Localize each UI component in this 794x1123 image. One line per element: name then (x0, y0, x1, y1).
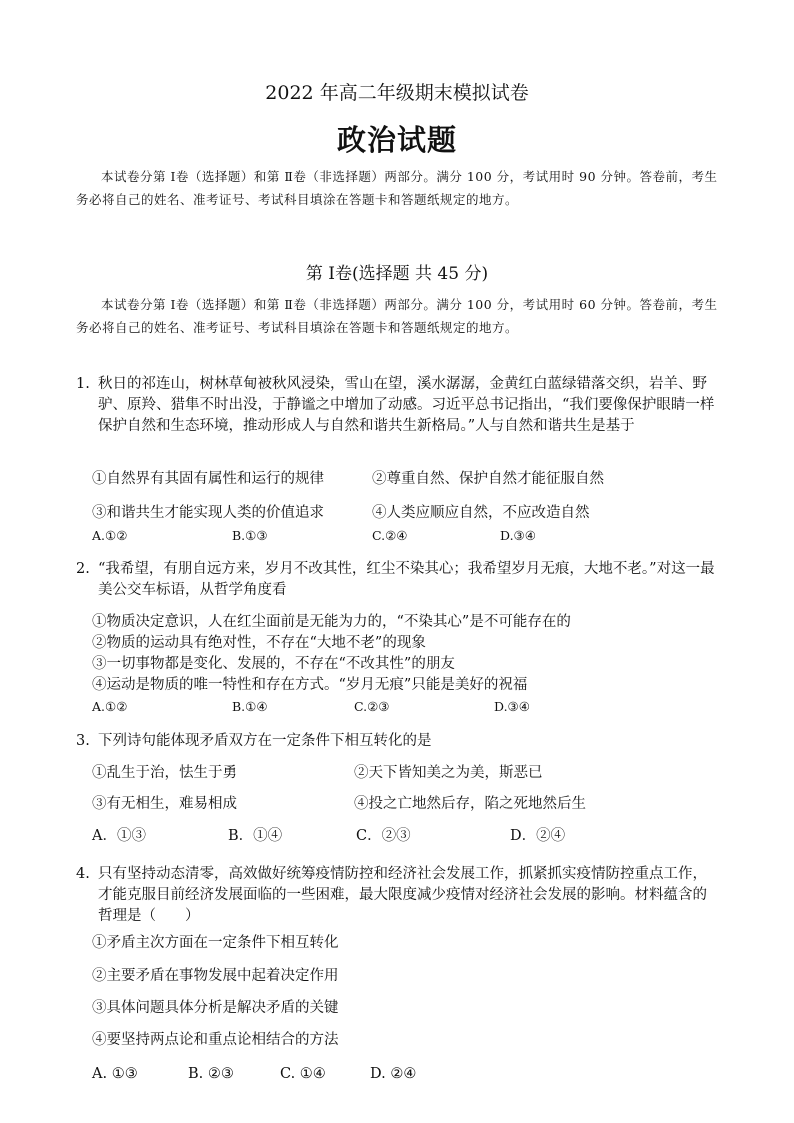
statement-2: ②主要矛盾在事物发展中起着决定作用 (92, 968, 339, 984)
exam-instructions-1: 本试卷分第 Ⅰ卷（选择题）和第 Ⅱ卷（非选择题）两部分。满分 100 分，考试用时 90 分钟。答卷前，考生务必将自己的姓名、准考证号、考试科目填涂在答题卡和答题纸规定的地方。 (76, 169, 718, 207)
statement-4: ④运动是物质的唯一特性和存在方式。“岁月无痕”只能是美好的祝福 (92, 677, 528, 693)
option-a: A．①③ (92, 828, 146, 844)
option-c: C.②③ (354, 699, 390, 714)
option-a: A. ①③ (92, 1066, 138, 1082)
question-number: 3. (76, 733, 90, 749)
question-1-stem (76, 374, 720, 437)
question-2-stem (76, 559, 720, 601)
section-title: 第 Ⅰ卷(选择题 共 45 分) (305, 264, 489, 284)
statement-4: ④要坚持两点论和重点论相结合的方法 (92, 1032, 339, 1048)
statement-3: ③具体问题具体分析是解决矛盾的关键 (92, 1000, 339, 1016)
option-d: D.③④ (494, 699, 530, 714)
option-c: C.②④ (372, 528, 408, 543)
option-d: D．②④ (510, 828, 566, 844)
question-text: 下列诗句能体现矛盾双方在一定条件下相互转化的是 (98, 733, 432, 749)
statement-3: ③一切事物都是变化、发展的，不存在“不改其性”的朋友 (92, 656, 455, 672)
exam-title: 2022 年高二年级期末模拟试卷 (265, 82, 529, 104)
statement-1: ①矛盾主次方面在一定条件下相互转化 (92, 935, 339, 951)
question-number: 1. (76, 376, 90, 392)
question-number: 4. (76, 866, 90, 882)
question-text: 秋日的祁连山，树林草甸被秋风浸染，雪山在望，溪水潺潺，金黄红白蓝绿错落交织，岩羊、野驴、原羚、猎隼不时出没，于静谧之中增加了动感。习近平总书记指出，“我们要像保护眼睛一样保护自然和生态环境，推动形成人与自然和谐共生新格局。”人与自然和谐共生是基于 (98, 376, 715, 434)
subject-title: 政治试题 (336, 123, 457, 157)
statement-1: ①自然界有其固有属性和运行的规律 (92, 471, 324, 487)
option-a: A.①② (92, 699, 128, 714)
option-b: B.①③ (232, 528, 268, 543)
option-c: C. ①④ (280, 1066, 326, 1082)
question-4-stem (76, 864, 720, 927)
question-text: “我希望，有朋自远方来，岁月不改其性，红尘不染其心；我希望岁月无痕，大地不老。”对这一最美公交车标语，从哲学角度看 (98, 561, 715, 598)
statement-4: ④人类应顺应自然，不应改造自然 (372, 505, 590, 521)
option-d: D.③④ (500, 528, 536, 543)
statement-3: ③有无相生，难易相成 (92, 796, 237, 812)
option-c: C．②③ (356, 828, 411, 844)
question-number: 2. (76, 561, 90, 577)
option-b: B.①④ (232, 699, 268, 714)
statement-1: ①乱生于治，怯生于勇 (92, 765, 237, 781)
statement-2: ②天下皆知美之为美，斯恶已 (354, 765, 543, 781)
option-b: B. ②③ (188, 1066, 234, 1082)
statement-1: ①物质决定意识，人在红尘面前是无能为力的，“不染其心”是不可能存在的 (92, 614, 571, 630)
question-3-stem (76, 731, 720, 752)
option-d: D. ②④ (370, 1066, 417, 1082)
statement-3: ③和谐共生才能实现人类的价值追求 (92, 505, 324, 521)
statement-2: ②物质的运动具有绝对性，不存在“大地不老”的现象 (92, 635, 426, 651)
statement-4: ④投之亡地然后存，陷之死地然后生 (354, 796, 586, 812)
exam-instructions-2: 本试卷分第 Ⅰ卷（选择题）和第 Ⅱ卷（非选择题）两部分。满分 100 分，考试用时 60 分钟。答卷前，考生务必将自己的姓名、准考证号、考试科目填涂在答题卡和答题纸规定的地方。 (76, 297, 718, 335)
option-a: A.①② (92, 528, 128, 543)
question-text: 只有坚持动态清零，高效做好统筹疫情防控和经济社会发展工作，抓紧抓实疫情防控重点工作，才能克服目前经济发展面临的一些困难，最大限度减少疫情对经济社会发展的影响。材料蕴含的哲理是（ ） (98, 866, 707, 924)
statement-2: ②尊重自然、保护自然才能征服自然 (372, 471, 604, 487)
option-b: B．①④ (228, 828, 283, 844)
